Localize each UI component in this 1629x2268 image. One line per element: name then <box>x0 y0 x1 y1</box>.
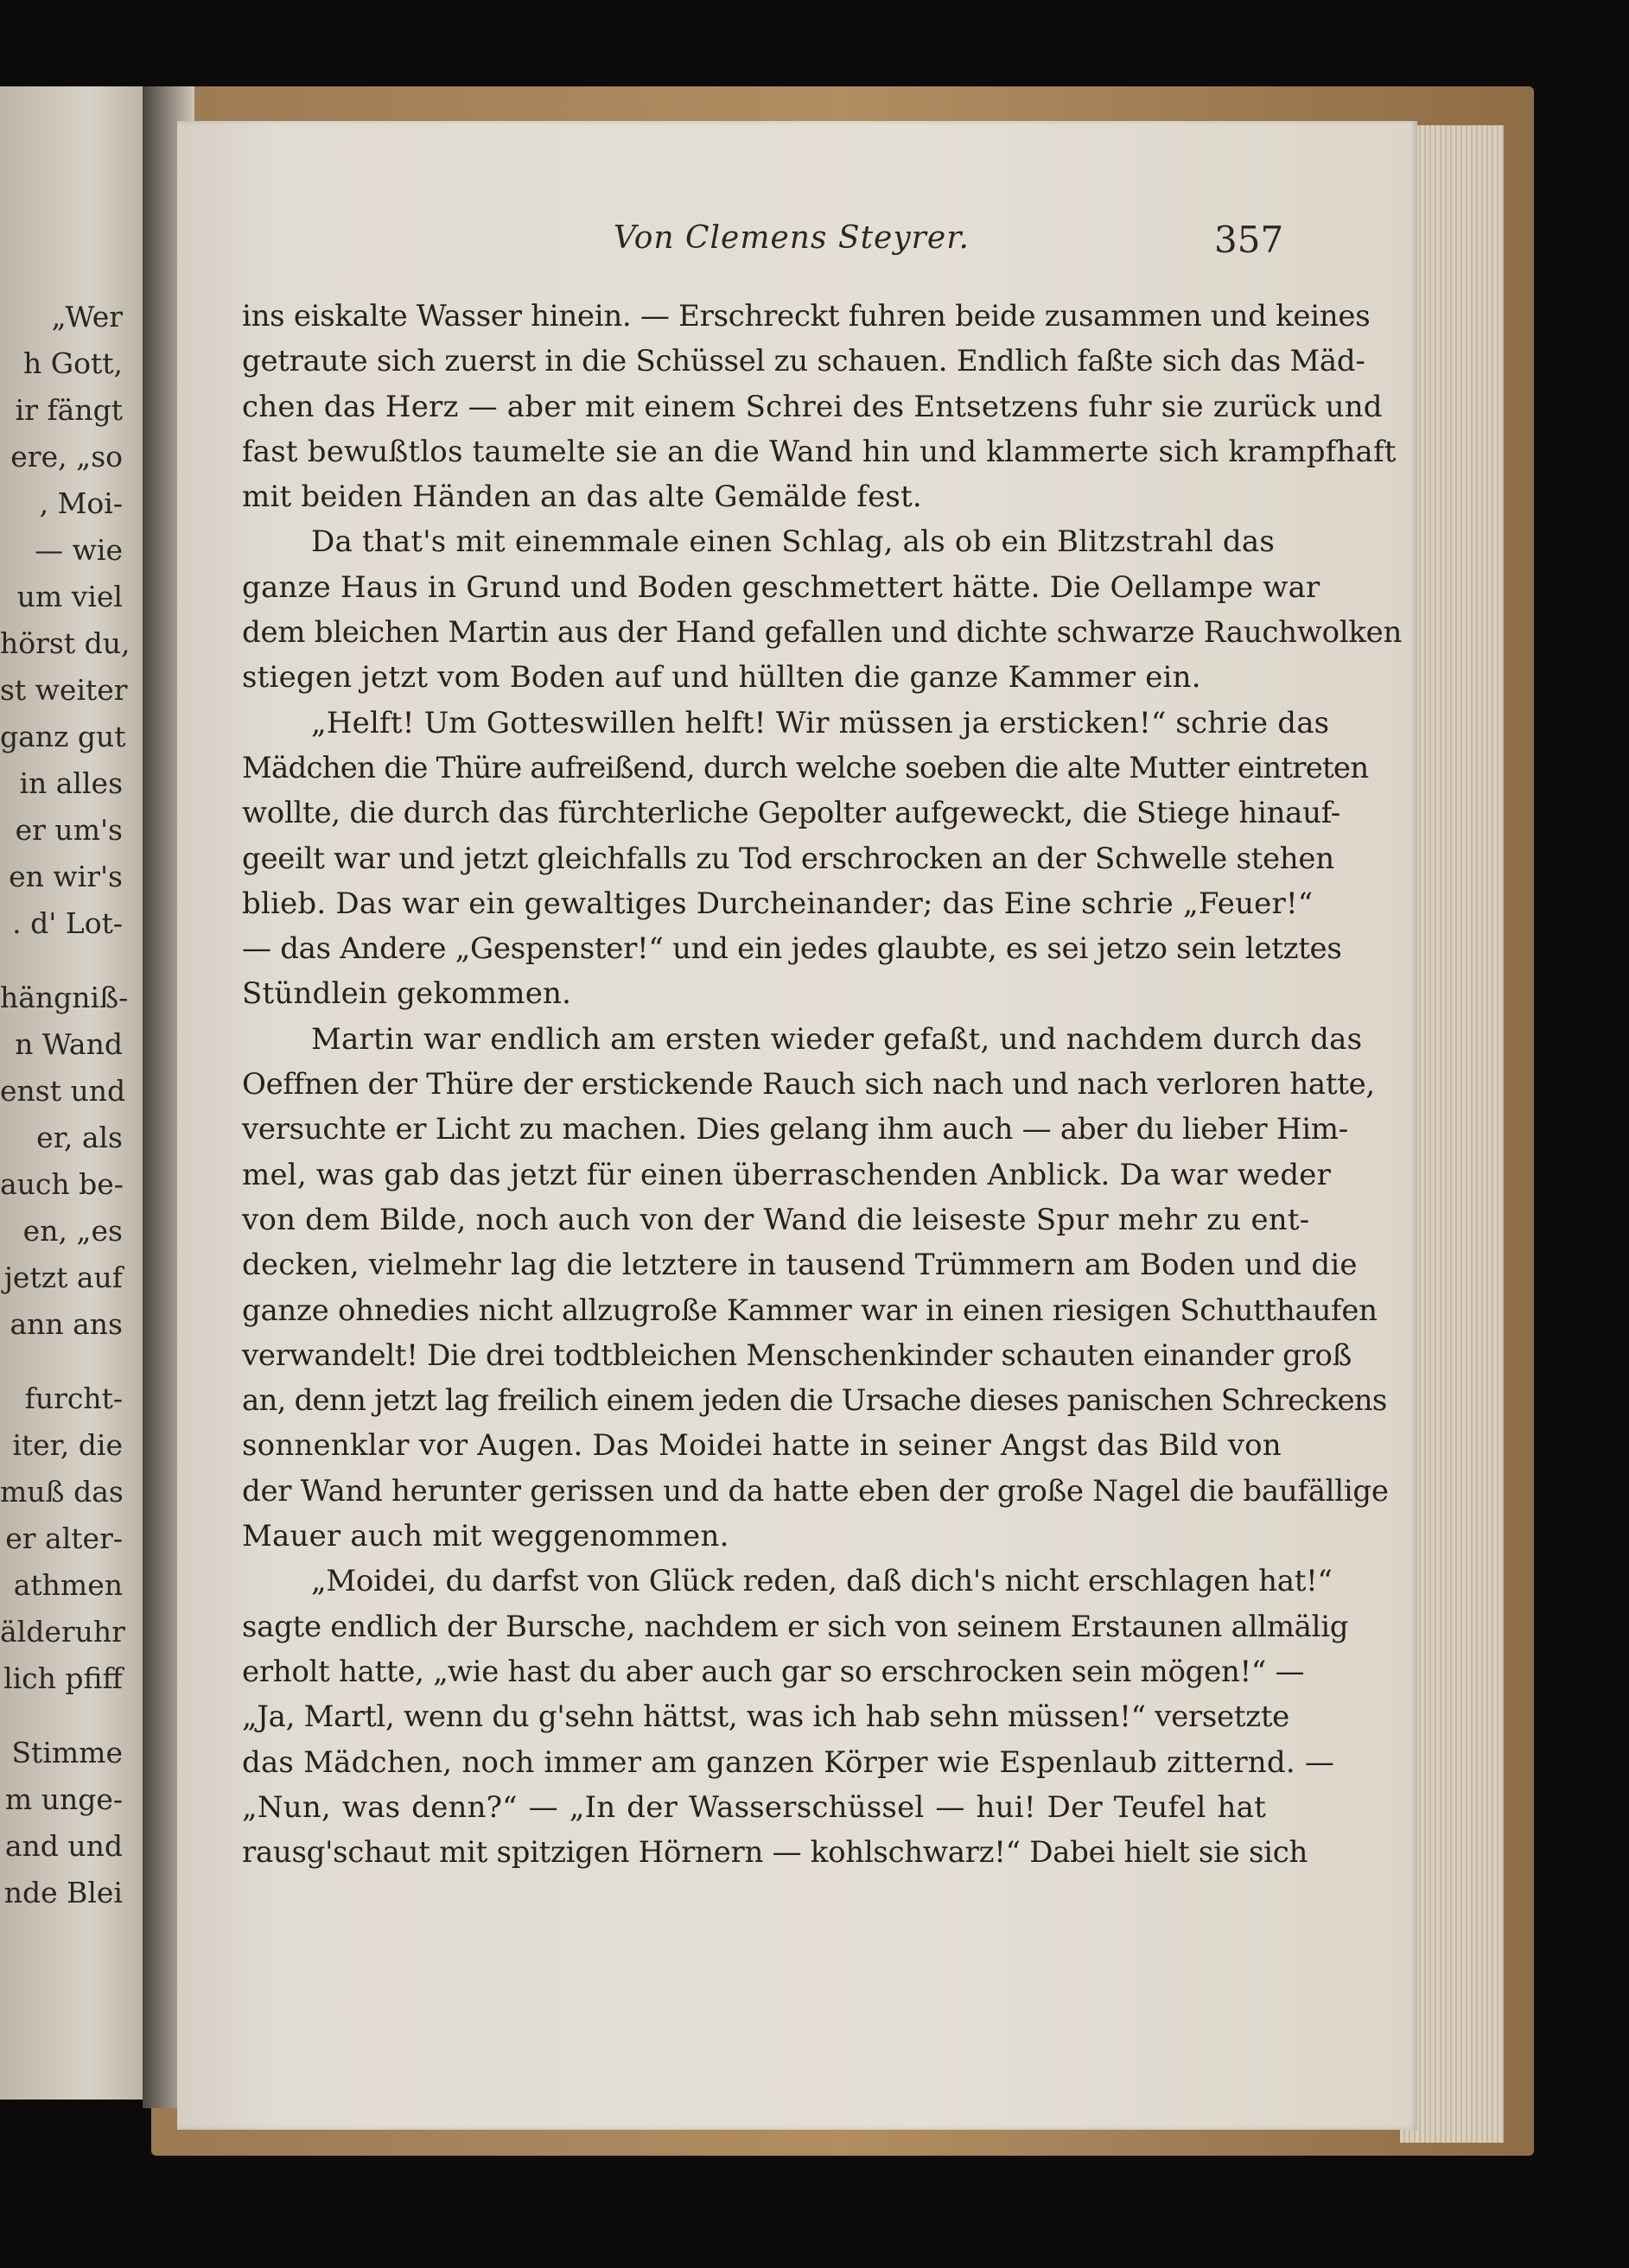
text-line: Martin war endlich am ersten wieder gefaßt, und nachdem durch das <box>311 1021 1363 1057</box>
text-line: „Moidei, du darfst von Glück reden, daß dich's nicht erschlagen hat!“ <box>311 1564 1333 1599</box>
page-number: 357 <box>1214 219 1284 261</box>
text-line: Oeffnen der Thüre der erstickende Rauch sich nach und nach verloren hatte, <box>242 1067 1375 1102</box>
left-page-line: en wir's <box>9 860 123 893</box>
text-line: „Nun, was denn?“ — „In der Wasserschüssel — hui! Der Teufel hat <box>242 1789 1266 1825</box>
left-page-line: muß das <box>0 1475 124 1509</box>
left-page-line: hängniß- <box>0 981 129 1014</box>
left-page-line <box>0 947 130 975</box>
left-page-line: furcht- <box>24 1382 123 1415</box>
right-page <box>177 121 1417 2130</box>
text-line: chen das Herz — aber mit einem Schrei des Entsetzens fuhr sie zurück und <box>242 389 1383 424</box>
left-page-line: and und <box>4 1829 123 1863</box>
text-line: geeilt war und jetzt gleichfalls zu Tod erschrocken an der Schwelle stehen <box>242 841 1334 876</box>
text-line: verwandelt! Die drei todtbleichen Menschenkinder schauten einander groß <box>242 1337 1352 1373</box>
left-page-line: — wie <box>35 533 123 567</box>
body-text <box>242 294 1403 1875</box>
left-page-line: ganz gut <box>0 720 126 753</box>
left-page-text <box>0 294 130 1916</box>
left-page-line: st weiter <box>0 673 128 707</box>
text-line: Stündlein gekommen. <box>242 976 572 1012</box>
left-page-line: enst und <box>0 1074 126 1108</box>
text-line: mit beiden Händen an das alte Gemälde fest. <box>242 480 922 515</box>
text-line: Da that's mit einemmale einen Schlag, als ob ein Blitzstrahl das <box>311 524 1276 560</box>
text-line: wollte, die durch das fürchterliche Gepolter aufgeweckt, die Stiege hinauf- <box>242 796 1340 831</box>
left-page-line: Stimme <box>11 1736 123 1769</box>
text-line: erholt hatte, „wie hast du aber auch gar so erschrocken sein mögen!“ — <box>242 1654 1305 1689</box>
text-line: dem bleichen Martin aus der Hand gefallen und dichte schwarze Rauchwolken <box>242 615 1403 651</box>
left-page-line: lich pfiff <box>3 1661 123 1695</box>
text-line: ganze ohnedies nicht allzugroße Kammer war in einen riesigen Schutthaufen <box>242 1293 1378 1328</box>
left-page-line: älderuhr <box>0 1615 125 1649</box>
text-line: ganze Haus in Grund und Boden geschmettert hätte. Die Oellampe war <box>242 569 1320 605</box>
text-line: rausg'schaut mit spitzigen Hörnern — kohlschwarz!“ Dabei hielt sie sich <box>242 1835 1308 1871</box>
left-page-line <box>0 1702 130 1730</box>
page-header <box>177 220 1417 272</box>
left-page-line: ere, „so <box>10 440 123 473</box>
text-line: an, denn jetzt lag freilich einem jeden die Ursache dieses panischen Schreckens <box>242 1383 1387 1419</box>
left-page-line: jetzt auf <box>3 1261 123 1294</box>
running-head: Von Clemens Steyrer. <box>614 220 970 256</box>
text-line: stiegen jetzt vom Boden auf und hüllten die ganze Kammer ein. <box>242 660 1201 696</box>
text-line: getraute sich zuerst in die Schüssel zu schauen. Endlich faßte sich das Mäd- <box>242 344 1365 379</box>
left-page-line: hörst du, <box>0 626 130 660</box>
text-line: Mauer auch mit weggenommen. <box>242 1519 729 1554</box>
text-line: sonnenklar vor Augen. Das Moidei hatte in seiner Angst das Bild von <box>242 1428 1282 1464</box>
text-line: — das Andere „Gespenster!“ und ein jedes glaubte, es sei jetzo sein letztes <box>242 931 1342 967</box>
left-page <box>0 86 164 2100</box>
text-line: Mädchen die Thüre aufreißend, durch welche soeben die alte Mutter eintreten <box>242 750 1369 785</box>
text-line: decken, vielmehr lag die letztere in tausend Trümmern am Boden und die <box>242 1248 1358 1283</box>
left-page-line: in alles <box>19 766 123 800</box>
left-page-line: athmen <box>13 1568 123 1602</box>
left-page-line: h Gott, <box>23 346 123 380</box>
left-page-line: „Wer <box>51 300 123 334</box>
left-page-line <box>0 1348 130 1375</box>
text-line: sagte endlich der Bursche, nachdem er sich von seinem Erstaunen allmälig <box>242 1609 1349 1644</box>
text-line: „Ja, Martl, wenn du g'sehn hättst, was ich hab sehn müssen!“ versetzte <box>242 1699 1289 1735</box>
left-page-line: m unge- <box>4 1782 123 1816</box>
text-line: von dem Bilde, noch auch von der Wand die leiseste Spur mehr zu ent- <box>242 1202 1310 1237</box>
left-page-line: ir fängt <box>15 393 123 427</box>
left-page-line: ann ans <box>10 1307 123 1341</box>
left-page-line: iter, die <box>12 1428 123 1462</box>
left-page-line: er um's <box>15 813 123 847</box>
text-line: der Wand herunter gerissen und da hatte eben der große Nagel die baufällige <box>242 1473 1389 1509</box>
text-line: fast bewußtlos taumelte sie an die Wand hin und klammerte sich krampfhaft <box>242 434 1397 469</box>
text-line: das Mädchen, noch immer am ganzen Körper wie Espenlaub zitternd. — <box>242 1744 1335 1780</box>
left-page-line: n Wand <box>15 1027 123 1061</box>
left-page-line: nde Blei <box>3 1876 123 1909</box>
left-page-line: er, als <box>36 1121 123 1154</box>
left-page-line: auch be- <box>0 1167 124 1201</box>
text-line: versuchte er Licht zu machen. Dies gelang ihm auch — aber du lieber Him- <box>242 1112 1348 1147</box>
text-line: ins eiskalte Wasser hinein. — Erschreckt fuhren beide zusammen und keines <box>242 299 1371 334</box>
text-line: blieb. Das war ein gewaltiges Durcheinander; das Eine schrie „Feuer!“ <box>242 886 1314 921</box>
text-line: „Helft! Um Gotteswillen helft! Wir müssen ja ersticken!“ schrie das <box>311 705 1330 740</box>
left-page-line: , Moi- <box>39 486 123 520</box>
left-page-line: er alter- <box>5 1522 123 1555</box>
left-page-line: um viel <box>16 580 123 613</box>
text-line: mel, was gab das jetzt für einen überraschenden Anblick. Da war weder <box>242 1157 1332 1192</box>
left-page-line: . d' Lot- <box>12 906 123 940</box>
left-page-line: en, „es <box>22 1214 123 1248</box>
